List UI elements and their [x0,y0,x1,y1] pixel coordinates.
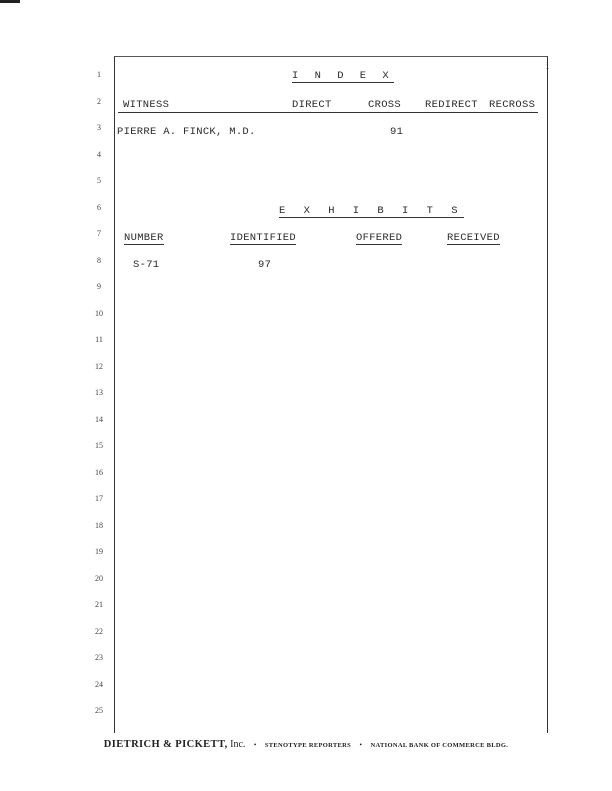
exhibit-number: S-71 [133,259,160,271]
index-header-direct: DIRECT [292,99,332,111]
index-header-redirect: REDIRECT [425,99,478,111]
footer-stenotype: STENOTYPE REPORTERS [264,742,352,749]
line-number: 17 [95,494,103,503]
line-number: 2 [97,97,101,106]
line-number: 24 [95,680,103,689]
line-number: 13 [95,388,103,397]
footer-address: NATIONAL BANK OF COMMERCE BLDG. [370,742,509,749]
line-number: 14 [95,415,103,424]
index-witness-name: PIERRE A. FINCK, M.D. [117,126,256,138]
transcript-page-frame [114,56,548,733]
line-number: 25 [95,706,103,715]
exhibit-identified-page: 97 [258,259,272,271]
scan-corner-mark [0,0,20,3]
line-number: 22 [95,627,103,636]
exhibits-header-offered: OFFERED [356,232,403,244]
reporter-footer [0,739,612,750]
exhibits-title: E X H I B I T S [279,205,464,217]
line-number: 19 [95,547,103,556]
line-number: 10 [95,309,103,318]
line-number: 18 [95,521,103,530]
line-number: 12 [95,362,103,371]
line-number: 20 [95,574,103,583]
index-header-cross: CROSS [368,99,402,111]
line-number: 8 [97,256,101,265]
index-title: I N D E X [292,70,394,82]
index-header-recross: RECROSS [489,99,536,111]
line-number: 21 [95,600,103,609]
footer-inc: Inc. [230,739,246,750]
line-number: 9 [97,282,101,291]
line-number: 23 [95,653,103,662]
index-header-witness: WITNESS [123,99,170,111]
line-number: 16 [95,468,103,477]
footer-firm-name: DIETRICH & PICKETT, [103,739,228,750]
exhibits-header-identified: IDENTIFIED [230,232,297,244]
line-number: 1 [97,70,101,79]
exhibits-header-received: RECEIVED [447,232,500,244]
line-number: 7 [97,229,101,238]
page-number: i [546,60,550,72]
line-number: 5 [97,176,101,185]
line-number: 15 [95,441,103,450]
footer-separator: • [253,741,257,749]
exhibits-header-number: NUMBER [124,232,164,244]
line-number: 4 [97,150,101,159]
line-number: 6 [97,203,101,212]
footer-separator: • [359,741,362,749]
line-number: 11 [95,335,103,344]
index-cross-page: 91 [390,126,404,138]
index-header-rule [118,112,538,113]
line-number: 3 [97,123,101,132]
